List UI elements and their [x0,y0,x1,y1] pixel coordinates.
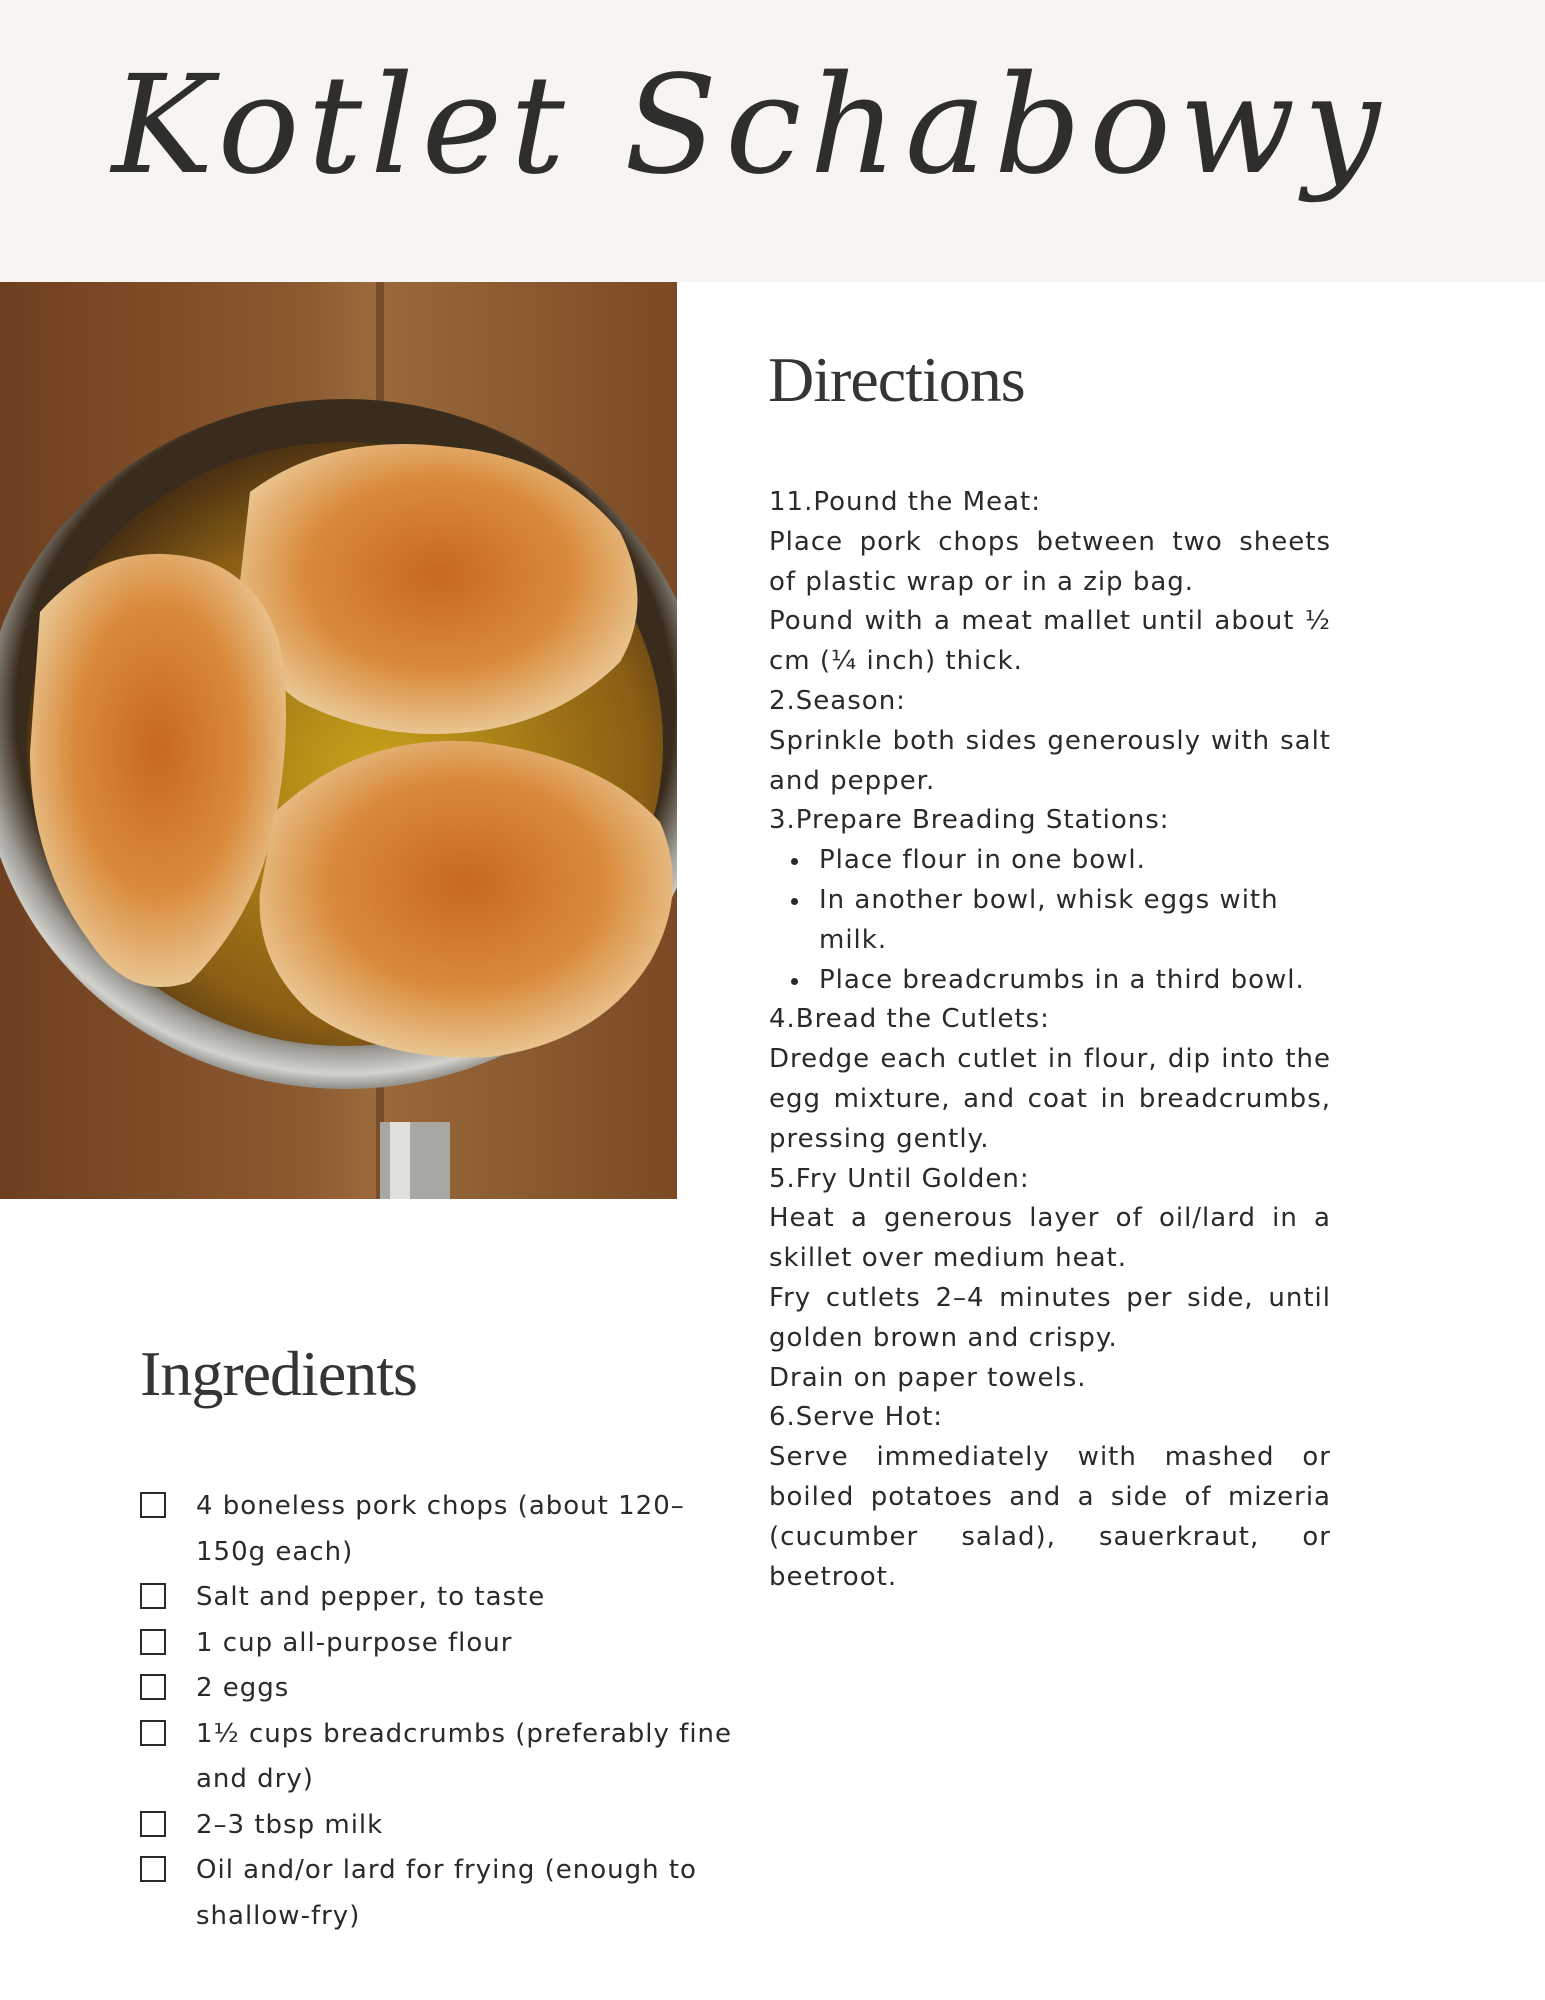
ingredient-item [140,1484,740,1575]
ingredient-checkbox[interactable] [140,1811,166,1837]
ingredient-label: 2 eggs [196,1673,290,1703]
direction-step [769,483,1331,682]
direction-step [769,1160,1331,1399]
step-text: Place pork chops between two sheets of plastic wrap or in a zip bag. [769,526,1331,597]
direction-step [769,1398,1331,1597]
ingredient-label: Salt and pepper, to taste [196,1582,546,1612]
fried-cutlets-image [0,282,677,1199]
ingredient-item [140,1575,740,1621]
direction-step [769,1000,1331,1159]
direction-step [769,801,1331,1000]
ingredient-checkbox[interactable] [140,1583,166,1609]
ingredient-checkbox[interactable] [140,1492,166,1518]
step-text: Serve immediately with mashed or boiled potatoes and a side of mizeria (cucumber salad), sauerkraut, or beetroot. [769,1442,1331,1592]
directions-list [769,483,1331,1597]
step-heading: 2.Season: [769,685,906,716]
step-text: Dredge each cutlet in flour, dip into the egg mixture, and coat in breadcrumbs, pressing gently. [769,1044,1331,1154]
ingredients-heading: Ingredients [140,1338,417,1409]
ingredient-item [140,1666,740,1712]
step-heading: 11.Pound the Meat: [769,487,1041,517]
step-text: Drain on paper towels. [769,1362,1087,1393]
ingredient-item [140,1621,740,1667]
ingredient-label: Oil and/or lard for frying (enough to shallow-fry) [196,1855,697,1931]
breading-stations-list [769,841,1331,1000]
ingredients-list [140,1484,740,1939]
step-heading: 6.Serve Hot: [769,1402,944,1433]
ingredient-label: 2–3 tbsp milk [196,1809,384,1840]
ingredient-label: 4 boneless pork chops (about 120–150g each) [196,1491,685,1567]
ingredient-label: 1 cup all-purpose flour [196,1627,513,1658]
step-text: Fry cutlets 2–4 minutes per side, until golden brown and crispy. [769,1282,1331,1353]
recipe-title: Kotlet Schabowy [111,47,1389,205]
title-banner [0,0,1545,282]
step-heading: 4.Bread the Cutlets: [769,1004,1050,1035]
ingredient-checkbox[interactable] [140,1674,166,1700]
ingredient-checkbox[interactable] [140,1856,166,1882]
ingredient-checkbox[interactable] [140,1629,166,1655]
recipe-photo [0,282,677,1199]
bullet-item: Place flour in one bowl. [769,841,1331,881]
ingredient-label: 1½ cups breadcrumbs (preferably fine and dry) [196,1718,733,1794]
bullet-item: In another bowl, whisk eggs with milk. [769,881,1331,961]
ingredient-checkbox[interactable] [140,1720,166,1746]
ingredient-item [140,1803,740,1849]
ingredient-item [140,1712,740,1803]
directions-heading: Directions [768,344,1025,415]
bullet-item: Place breadcrumbs in a third bowl. [769,961,1331,1001]
step-text: Pound with a meat mallet until about ½ cm (¼ inch) thick. [769,606,1331,677]
direction-step [769,682,1331,801]
step-text: Heat a generous layer of oil/lard in a skillet over medium heat. [769,1203,1331,1274]
step-heading: 5.Fry Until Golden: [769,1163,1030,1194]
step-heading: 3.Prepare Breading Stations: [769,805,1170,836]
ingredient-item [140,1848,740,1939]
step-text: Sprinkle both sides generously with salt and pepper. [769,725,1331,796]
